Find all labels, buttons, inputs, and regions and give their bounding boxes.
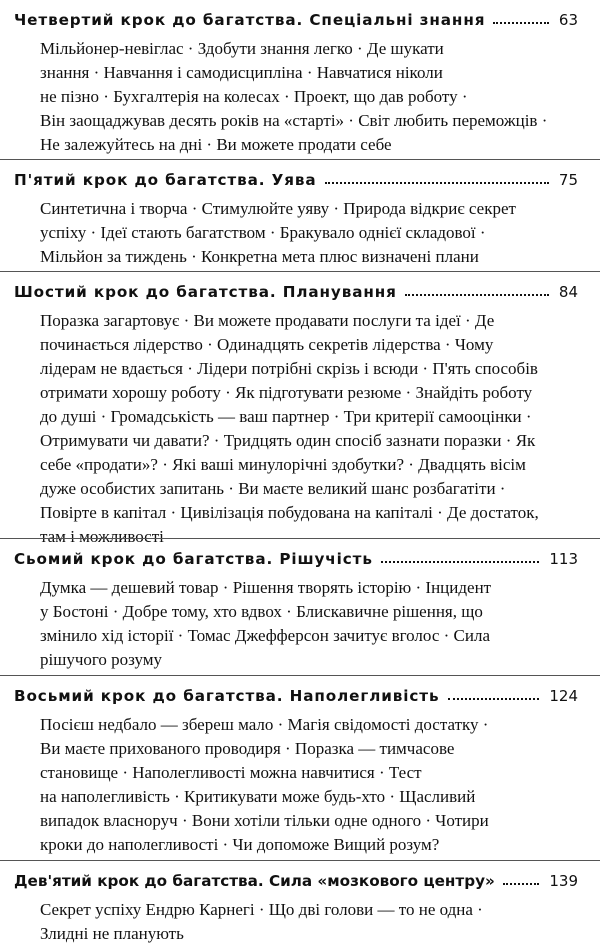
section-title: П'ятий крок до багатства. Уява [14,171,317,189]
description-line: Повірте в капітал · Цивілізація побудована на капіталі · Де достаток, [40,503,539,522]
section-heading[interactable] [0,2,600,30]
page-number: 113 [549,550,578,568]
toc-section [0,274,600,549]
page-number: 84 [558,283,578,301]
description-line: до душі · Громадськість — ваш партнер · Три критерії самооцінки · [40,407,532,426]
description-line: Не залежуйтесь на дні · Ви можете продати себе [40,135,392,154]
toc-section [0,863,600,946]
description-line: Отримувати чи давати? · Тридцять один спосіб зазнати поразки · Як [40,431,536,450]
section-description [40,898,580,946]
page-number: 124 [549,687,578,705]
section-title: Сьомий крок до багатства. Рішучість [14,550,373,568]
section-divider [0,860,600,861]
description-line: становище · Наполегливості можна навчитися · Тест [40,763,422,782]
section-divider [0,675,600,676]
description-line: Ви маєте прихованого проводиря · Поразка — тимчасове [40,739,455,758]
description-line: не пізно · Бухгалтерія на колесах · Проект, що дав роботу · [40,87,468,106]
description-line: змінило хід історії · Томас Джефферсон зачитує вголос · Сила [40,626,491,645]
description-line: починається лідерство · Одинадцять секретів лідерства · Чому [40,335,494,354]
description-line: Мільйонер-невіглас · Здобути знання легко · Де шукати [40,39,444,58]
dot-leader [448,698,540,700]
section-title: Восьмий крок до багатства. Наполегливість [14,687,440,705]
description-line: себе «продати»? · Які ваші минулорічні здобутки? · Двадцять вісім [40,455,526,474]
description-line: Мільйон за тиждень · Конкретна мета плюс визначені плани [40,247,479,266]
dot-leader [405,294,549,296]
description-line: успіху · Ідеї стають багатством · Бракувало однієї складової · [40,223,486,242]
section-description [40,713,580,857]
toc-section [0,162,600,269]
dot-leader [381,561,540,563]
description-line: кроки до наполегливості · Чи допоможе Вищий розум? [40,835,440,854]
section-heading[interactable] [0,274,600,302]
description-line: Поразка загартовує · Ви можете продавати послуги та ідеї · Де [40,311,495,330]
section-heading[interactable] [0,541,600,569]
description-line: рішучого розуму [40,650,163,669]
description-line: там і можливості [40,527,164,546]
section-divider [0,538,600,539]
section-heading[interactable] [0,162,600,190]
toc-section [0,2,600,157]
description-line: отримати хорошу роботу · Як підготувати резюме · Знайдіть роботу [40,383,533,402]
section-divider [0,159,600,160]
section-title: Шостий крок до багатства. Планування [14,283,397,301]
dot-leader [503,883,540,885]
section-heading[interactable] [0,678,600,706]
dot-leader [493,22,549,24]
section-description [40,37,580,157]
description-line: дуже особистих запитань · Ви маєте великий шанс розбагатіти · [40,479,506,498]
toc-section [0,678,600,857]
section-heading[interactable] [0,863,600,891]
description-line: Злидні не планують [40,924,184,943]
page-number: 139 [549,872,578,890]
section-divider [0,271,600,272]
section-description [40,197,580,269]
description-line: Синтетична і творча · Стимулюйте уяву · Природа відкриє секрет [40,199,516,218]
description-line: знання · Навчання і самодисципліна · Навчатися ніколи [40,63,443,82]
dot-leader [325,182,549,184]
page-number: 75 [558,171,578,189]
description-line: на наполегливість · Критикувати може будь-хто · Щасливий [40,787,476,806]
page-number: 63 [558,11,578,29]
description-line: лідерам не вдається · Лідери потрібні скрізь і всюди · П'ять способів [40,359,538,378]
description-line: Секрет успіху Ендрю Карнегі · Що дві голови — то не одна · [40,900,483,919]
toc-section [0,541,600,672]
section-description [40,309,580,549]
section-description [40,576,580,672]
description-line: випадок власноруч · Вони хотіли тільки одне одного · Чотири [40,811,489,830]
description-line: Думка — дешевий товар · Рішення творять історію · Інцидент [40,578,492,597]
description-line: Він заощаджував десять років на «старті» · Світ любить переможців · [40,111,548,130]
section-title: Четвертий крок до багатства. Спеціальні знання [14,11,486,29]
section-title: Дев'ятий крок до багатства. Сила «мозкового центру» [14,872,495,890]
description-line: Посієш недбало — збереш мало · Магія свідомості достатку · [40,715,489,734]
description-line: у Бостоні · Добре тому, хто вдвох · Блискавичне рішення, що [40,602,483,621]
